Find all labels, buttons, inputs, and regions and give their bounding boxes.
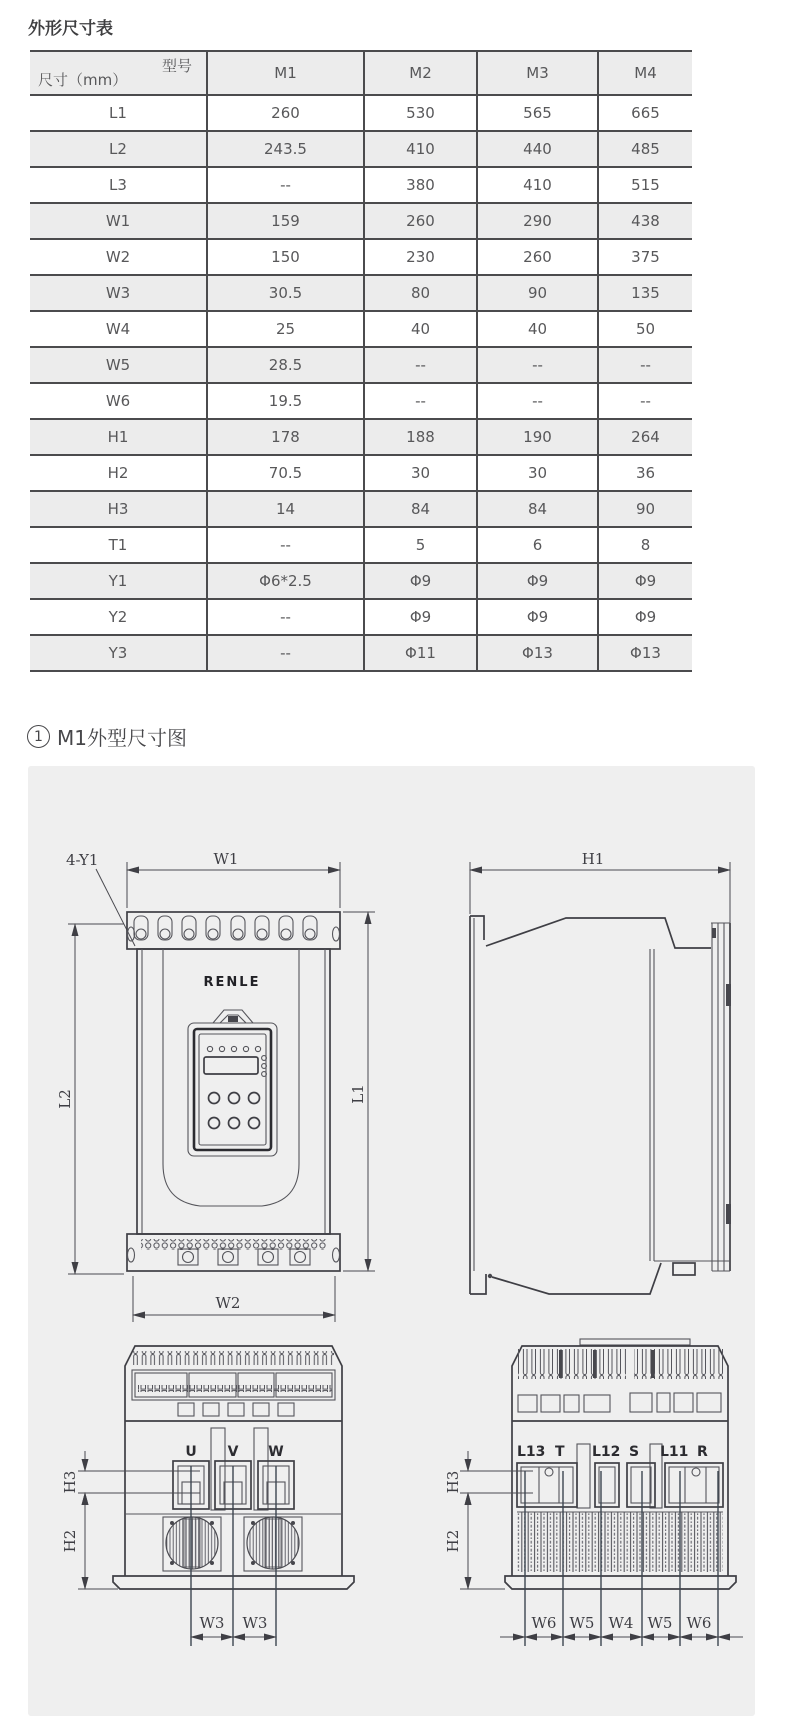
table-row <box>30 455 692 491</box>
dimension-value: -- <box>207 599 364 635</box>
dim-label-4y1: 4-Y1 <box>66 851 99 869</box>
terminal-label-t: T <box>555 1444 565 1460</box>
dimension-label: W1 <box>30 203 207 239</box>
dim-label-l1: L1 <box>349 1084 367 1104</box>
table-row <box>30 491 692 527</box>
dimension-label: H3 <box>30 491 207 527</box>
dimensions-table <box>30 50 692 672</box>
dim-label-h3-output: H3 <box>61 1470 79 1494</box>
dimension-value: 665 <box>598 95 692 131</box>
dimension-value: 25 <box>207 311 364 347</box>
terminal-label-r: R <box>697 1444 708 1460</box>
dim-label-h1: H1 <box>581 850 605 868</box>
dimension-value: Φ9 <box>598 563 692 599</box>
dimension-value: Φ9 <box>364 599 477 635</box>
dimension-value: 28.5 <box>207 347 364 383</box>
dimension-value: 8 <box>598 527 692 563</box>
dimension-value: -- <box>207 167 364 203</box>
dim-label-l2: L2 <box>56 1089 74 1109</box>
fan-left <box>163 1517 221 1571</box>
page-title: 外形尺寸表 <box>28 19 113 39</box>
table-row <box>30 131 692 167</box>
dimension-value: 485 <box>598 131 692 167</box>
dimension-value: 30 <box>477 455 598 491</box>
dim-label-w6-right: W6 <box>686 1614 712 1632</box>
dimension-label: Y3 <box>30 635 207 671</box>
circled-number: 1 <box>27 725 50 748</box>
dim-label-w5-left: W5 <box>569 1614 595 1632</box>
dimension-value: Φ9 <box>477 563 598 599</box>
dimension-value: 50 <box>598 311 692 347</box>
bottom-view-input <box>444 1339 743 1646</box>
keypad-display <box>204 1057 258 1074</box>
table-row <box>30 203 692 239</box>
dim-label-h3-input: H3 <box>444 1470 462 1494</box>
dimension-value: 264 <box>598 419 692 455</box>
dimension-value: 260 <box>364 203 477 239</box>
table-row <box>30 95 692 131</box>
dimension-value: 30.5 <box>207 275 364 311</box>
dimension-value: Φ13 <box>477 635 598 671</box>
dimension-value: 380 <box>364 167 477 203</box>
dimension-value: 530 <box>364 95 477 131</box>
dim-label-w2: W2 <box>215 1294 241 1312</box>
dimension-value: 84 <box>364 491 477 527</box>
table-row <box>30 167 692 203</box>
fan-right <box>244 1517 302 1571</box>
table-row <box>30 635 692 671</box>
dimension-value: Φ11 <box>364 635 477 671</box>
dimension-value: Φ6*2.5 <box>207 563 364 599</box>
dimension-label: L1 <box>30 95 207 131</box>
dimension-label: W4 <box>30 311 207 347</box>
terminal-label-s: S <box>629 1444 640 1460</box>
dimension-value: 290 <box>477 203 598 239</box>
heatsink-fins <box>517 1512 723 1572</box>
dimension-value: 260 <box>477 239 598 275</box>
input-terminals <box>517 1463 723 1507</box>
table-header-row <box>30 51 692 95</box>
vent-slots <box>133 1351 334 1365</box>
dimension-value: 565 <box>477 95 598 131</box>
dimension-value: -- <box>477 347 598 383</box>
dimension-label: W3 <box>30 275 207 311</box>
dimension-value: 30 <box>364 455 477 491</box>
vent-slots-left <box>518 1349 626 1379</box>
dim-label-h2-output: H2 <box>61 1529 79 1553</box>
bottom-view-output <box>61 1346 354 1646</box>
dimension-value: Φ9 <box>477 599 598 635</box>
dimension-value: -- <box>207 527 364 563</box>
dimension-value: -- <box>598 347 692 383</box>
table-row <box>30 347 692 383</box>
dimension-value: Φ9 <box>598 599 692 635</box>
table-row <box>30 383 692 419</box>
section-title: M1外型尺寸图 <box>57 726 187 750</box>
table-corner-cell <box>30 51 207 95</box>
column-header-m2: M2 <box>364 51 477 95</box>
dimension-value: -- <box>598 383 692 419</box>
terminal-label-l13: L13 <box>517 1444 546 1460</box>
dimension-value: 70.5 <box>207 455 364 491</box>
dim-label-w5-right: W5 <box>647 1614 673 1632</box>
dimension-value: 80 <box>364 275 477 311</box>
dimension-label: T1 <box>30 527 207 563</box>
dimension-value: 6 <box>477 527 598 563</box>
dimension-label: W2 <box>30 239 207 275</box>
top-terminal-screws <box>128 916 340 941</box>
dimension-label: Y1 <box>30 563 207 599</box>
table-row <box>30 311 692 347</box>
dimension-value: 515 <box>598 167 692 203</box>
dimension-label: L3 <box>30 167 207 203</box>
dimension-value: 40 <box>477 311 598 347</box>
dimension-value: 84 <box>477 491 598 527</box>
dimension-value: -- <box>364 383 477 419</box>
dim-label-w6-left: W6 <box>531 1614 557 1632</box>
dimension-label: H1 <box>30 419 207 455</box>
dim-label-h2-input: H2 <box>444 1529 462 1553</box>
dimension-value: 190 <box>477 419 598 455</box>
dimension-value: 90 <box>598 491 692 527</box>
dimension-label: Y2 <box>30 599 207 635</box>
dimension-value: 14 <box>207 491 364 527</box>
table-row <box>30 563 692 599</box>
column-header-m3: M3 <box>477 51 598 95</box>
dimension-value: 135 <box>598 275 692 311</box>
table-row <box>30 419 692 455</box>
terminal-label-v: V <box>227 1444 239 1460</box>
terminal-label-w: W <box>268 1444 284 1460</box>
dimension-value: 90 <box>477 275 598 311</box>
dim-label-w3-left: W3 <box>199 1614 225 1632</box>
dimension-value: 40 <box>364 311 477 347</box>
dimension-value: Φ13 <box>598 635 692 671</box>
dimension-value: 410 <box>477 167 598 203</box>
dimension-value: 178 <box>207 419 364 455</box>
dimension-value: 36 <box>598 455 692 491</box>
corner-label-model: 型号 <box>161 57 192 75</box>
table-row <box>30 275 692 311</box>
dimension-value: 375 <box>598 239 692 275</box>
dimension-value: 410 <box>364 131 477 167</box>
terminal-label-l11: L11 <box>660 1444 689 1460</box>
terminal-label-u: U <box>185 1444 197 1460</box>
bottom-terminal-dots <box>141 1239 327 1250</box>
dimension-value: 230 <box>364 239 477 275</box>
dim-label-w3-right: W3 <box>242 1614 268 1632</box>
dimension-value: Φ9 <box>364 563 477 599</box>
dimension-value: -- <box>364 347 477 383</box>
dim-label-w1: W1 <box>213 850 239 868</box>
dimension-value: 440 <box>477 131 598 167</box>
vent-slots-right <box>634 1349 723 1379</box>
keypad <box>188 1010 277 1156</box>
table-row <box>30 239 692 275</box>
front-view <box>56 850 375 1322</box>
dim-label-w4: W4 <box>608 1614 634 1632</box>
dimension-value: -- <box>207 635 364 671</box>
dimension-label: L2 <box>30 131 207 167</box>
column-header-m1: M1 <box>207 51 364 95</box>
dimension-value: 260 <box>207 95 364 131</box>
dimension-value: 150 <box>207 239 364 275</box>
dimension-value: 243.5 <box>207 131 364 167</box>
dimension-value: 438 <box>598 203 692 239</box>
table-row <box>30 527 692 563</box>
dimension-value: 5 <box>364 527 477 563</box>
section-heading <box>27 722 790 751</box>
brand-logo: RENLE <box>203 975 261 990</box>
corner-label-size: 尺寸（mm） <box>38 71 128 89</box>
dimension-label: H2 <box>30 455 207 491</box>
column-header-m4: M4 <box>598 51 692 95</box>
terminal-label-l12: L12 <box>592 1444 621 1460</box>
dimension-value: 188 <box>364 419 477 455</box>
dimension-value: -- <box>477 383 598 419</box>
bottom-terminal-screws <box>128 1248 340 1265</box>
dimension-value: 19.5 <box>207 383 364 419</box>
table-row <box>30 599 692 635</box>
dimension-diagram-panel <box>28 766 755 1716</box>
dimension-label: W5 <box>30 347 207 383</box>
dimension-drawing <box>28 766 755 1716</box>
side-view <box>470 850 731 1294</box>
dimension-value: 159 <box>207 203 364 239</box>
dimension-label: W6 <box>30 383 207 419</box>
